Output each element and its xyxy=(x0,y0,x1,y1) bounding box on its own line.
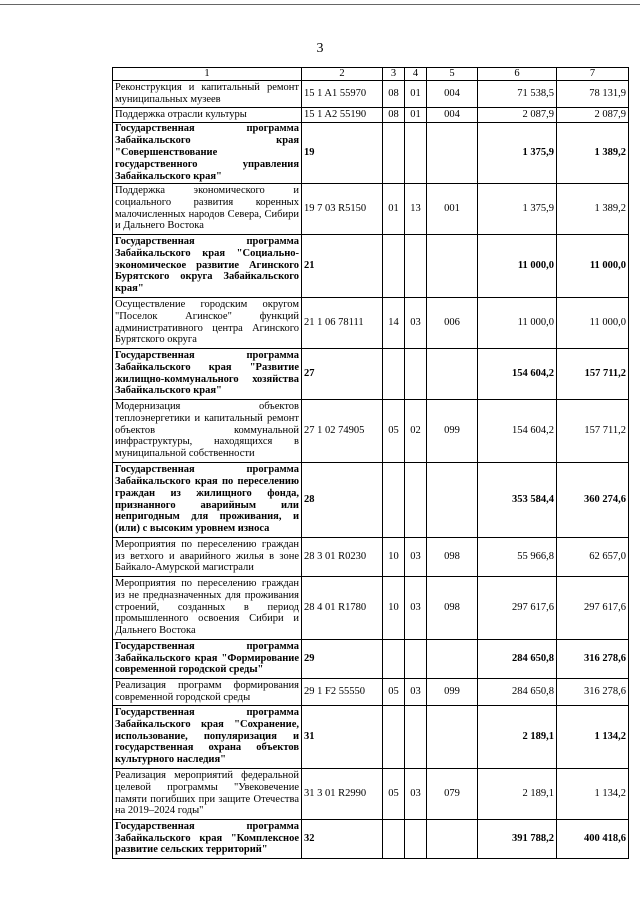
program-row xyxy=(113,639,629,678)
table-row xyxy=(113,576,629,639)
row-amount-1-cell: 1 375,9 xyxy=(478,123,557,184)
row-amount-1-cell: 11 000,0 xyxy=(478,297,557,348)
row-expense-type-cell xyxy=(427,234,478,297)
program-row xyxy=(113,819,629,858)
row-code-cell: 21 xyxy=(302,234,383,297)
row-amount-2-cell: 1 134,2 xyxy=(557,705,629,768)
row-name-cell: Реализация мероприятий федеральной целевой программы "Увековечение памяти погибших при защите Отечества на 2019–2024 годы" xyxy=(113,768,302,819)
row-expense-type-cell: 098 xyxy=(427,576,478,639)
row-section-cell xyxy=(383,639,405,678)
table-row xyxy=(113,81,629,108)
row-section-cell: 08 xyxy=(383,81,405,108)
row-code-cell: 19 7 03 R5150 xyxy=(302,183,383,234)
header-cell: 3 xyxy=(383,68,405,81)
row-amount-2-cell: 360 274,6 xyxy=(557,462,629,537)
row-name-cell: Государственная программа Забайкальского края "Развитие жилищно-коммунального хозяйства Забайкальского края" xyxy=(113,348,302,399)
row-name-cell: Государственная программа Забайкальского края "Комплексное развитие сельских территорий" xyxy=(113,819,302,858)
header-cell: 6 xyxy=(478,68,557,81)
row-section-cell xyxy=(383,819,405,858)
row-name-cell: Мероприятия по переселению граждан из ветхого и аварийного жилья в зоне Байкало-Амурской магистрали xyxy=(113,537,302,576)
row-expense-type-cell: 079 xyxy=(427,768,478,819)
row-section-cell xyxy=(383,462,405,537)
row-amount-1-cell: 11 000,0 xyxy=(478,234,557,297)
row-name-cell: Реализация программ формирования современной городской среды xyxy=(113,678,302,705)
program-row xyxy=(113,705,629,768)
row-amount-1-cell: 353 584,4 xyxy=(478,462,557,537)
row-subsection-cell xyxy=(405,123,427,184)
row-expense-type-cell xyxy=(427,639,478,678)
row-amount-2-cell: 157 711,2 xyxy=(557,348,629,399)
table-row xyxy=(113,768,629,819)
row-amount-2-cell: 62 657,0 xyxy=(557,537,629,576)
row-amount-1-cell: 391 788,2 xyxy=(478,819,557,858)
row-name-cell: Государственная программа Забайкальского края "Сохранение, использование, популяризация и государственная охрана объектов культурного наследия" xyxy=(113,705,302,768)
row-subsection-cell: 01 xyxy=(405,108,427,123)
row-section-cell xyxy=(383,705,405,768)
row-amount-2-cell: 1 389,2 xyxy=(557,183,629,234)
row-subsection-cell: 13 xyxy=(405,183,427,234)
row-name-cell: Поддержка отрасли культуры xyxy=(113,108,302,123)
row-subsection-cell xyxy=(405,462,427,537)
row-amount-2-cell: 1 134,2 xyxy=(557,768,629,819)
row-expense-type-cell: 099 xyxy=(427,399,478,462)
table-header-row xyxy=(113,68,629,81)
table-row xyxy=(113,108,629,123)
row-code-cell: 29 xyxy=(302,639,383,678)
row-section-cell: 08 xyxy=(383,108,405,123)
page-number: 3 xyxy=(316,41,324,56)
row-section-cell: 10 xyxy=(383,537,405,576)
row-section-cell: 10 xyxy=(383,576,405,639)
table-row xyxy=(113,399,629,462)
row-amount-2-cell: 78 131,9 xyxy=(557,81,629,108)
row-amount-1-cell: 1 375,9 xyxy=(478,183,557,234)
row-code-cell: 15 1 A2 55190 xyxy=(302,108,383,123)
row-subsection-cell xyxy=(405,639,427,678)
row-subsection-cell: 03 xyxy=(405,576,427,639)
row-expense-type-cell: 006 xyxy=(427,297,478,348)
row-code-cell: 31 3 01 R2990 xyxy=(302,768,383,819)
row-amount-1-cell: 71 538,5 xyxy=(478,81,557,108)
row-code-cell: 31 xyxy=(302,705,383,768)
row-amount-1-cell: 284 650,8 xyxy=(478,639,557,678)
row-amount-1-cell: 2 189,1 xyxy=(478,705,557,768)
row-name-cell: Государственная программа Забайкальского края "Социально-экономическое развитие Агинского Бурятского округа Забайкальского края" xyxy=(113,234,302,297)
row-name-cell: Поддержка экономического и социального развития коренных малочисленных народов Севера, Сибири и Дальнего Востока xyxy=(113,183,302,234)
row-expense-type-cell xyxy=(427,462,478,537)
row-expense-type-cell: 004 xyxy=(427,108,478,123)
header-cell: 7 xyxy=(557,68,629,81)
row-name-cell: Государственная программа Забайкальского края "Формирование современной городской среды" xyxy=(113,639,302,678)
row-expense-type-cell: 004 xyxy=(427,81,478,108)
table-row xyxy=(113,537,629,576)
row-subsection-cell: 03 xyxy=(405,297,427,348)
program-row xyxy=(113,348,629,399)
row-name-cell: Государственная программа Забайкальского края "Совершенствование государственного управления Забайкальского края" xyxy=(113,123,302,184)
row-amount-1-cell: 2 189,1 xyxy=(478,768,557,819)
row-subsection-cell: 03 xyxy=(405,768,427,819)
row-expense-type-cell: 001 xyxy=(427,183,478,234)
row-expense-type-cell: 098 xyxy=(427,537,478,576)
row-amount-1-cell: 55 966,8 xyxy=(478,537,557,576)
row-amount-2-cell: 2 087,9 xyxy=(557,108,629,123)
row-name-cell: Модернизация объектов теплоэнергетики и капитальный ремонт объектов коммунальной инфраструктуры, находящихся в муниципальной собственности xyxy=(113,399,302,462)
budget-table xyxy=(112,67,629,859)
row-code-cell: 32 xyxy=(302,819,383,858)
row-code-cell: 15 1 A1 55970 xyxy=(302,81,383,108)
row-amount-2-cell: 316 278,6 xyxy=(557,678,629,705)
row-name-cell: Мероприятия по переселению граждан из не предназначенных для проживания строений, созданных в период промышленного освоения Сибири и Дальнего Востока xyxy=(113,576,302,639)
row-amount-2-cell: 400 418,6 xyxy=(557,819,629,858)
row-section-cell: 05 xyxy=(383,768,405,819)
row-code-cell: 27 xyxy=(302,348,383,399)
row-amount-2-cell: 1 389,2 xyxy=(557,123,629,184)
row-amount-1-cell: 154 604,2 xyxy=(478,348,557,399)
row-expense-type-cell xyxy=(427,819,478,858)
row-subsection-cell: 03 xyxy=(405,678,427,705)
row-subsection-cell xyxy=(405,348,427,399)
row-subsection-cell xyxy=(405,234,427,297)
row-amount-1-cell: 154 604,2 xyxy=(478,399,557,462)
row-section-cell xyxy=(383,348,405,399)
program-row xyxy=(113,123,629,184)
row-subsection-cell: 01 xyxy=(405,81,427,108)
row-code-cell: 19 xyxy=(302,123,383,184)
row-amount-1-cell: 284 650,8 xyxy=(478,678,557,705)
row-code-cell: 28 xyxy=(302,462,383,537)
row-subsection-cell: 03 xyxy=(405,537,427,576)
row-amount-1-cell: 297 617,6 xyxy=(478,576,557,639)
header-cell: 2 xyxy=(302,68,383,81)
program-row xyxy=(113,234,629,297)
table-row xyxy=(113,183,629,234)
header-cell: 1 xyxy=(113,68,302,81)
row-code-cell: 29 1 F2 55550 xyxy=(302,678,383,705)
row-section-cell: 05 xyxy=(383,678,405,705)
table-row xyxy=(113,678,629,705)
program-row xyxy=(113,462,629,537)
row-expense-type-cell xyxy=(427,348,478,399)
row-section-cell: 01 xyxy=(383,183,405,234)
row-subsection-cell xyxy=(405,705,427,768)
row-expense-type-cell xyxy=(427,123,478,184)
row-amount-2-cell: 11 000,0 xyxy=(557,297,629,348)
row-name-cell: Реконструкция и капитальный ремонт муниципальных музеев xyxy=(113,81,302,108)
top-border-line xyxy=(0,4,640,5)
row-code-cell: 27 1 02 74905 xyxy=(302,399,383,462)
row-amount-2-cell: 157 711,2 xyxy=(557,399,629,462)
row-section-cell: 14 xyxy=(383,297,405,348)
row-amount-2-cell: 11 000,0 xyxy=(557,234,629,297)
row-amount-2-cell: 316 278,6 xyxy=(557,639,629,678)
header-cell: 5 xyxy=(427,68,478,81)
header-cell: 4 xyxy=(405,68,427,81)
row-section-cell: 05 xyxy=(383,399,405,462)
row-name-cell: Осуществление городским округом "Поселок Агинское" функций административного центра Агинского Бурятского округа xyxy=(113,297,302,348)
row-code-cell: 28 3 01 R0230 xyxy=(302,537,383,576)
row-amount-1-cell: 2 087,9 xyxy=(478,108,557,123)
row-code-cell: 28 4 01 R1780 xyxy=(302,576,383,639)
table-row xyxy=(113,297,629,348)
row-section-cell xyxy=(383,123,405,184)
table-body xyxy=(113,68,629,859)
row-subsection-cell: 02 xyxy=(405,399,427,462)
row-subsection-cell xyxy=(405,819,427,858)
row-section-cell xyxy=(383,234,405,297)
row-expense-type-cell: 099 xyxy=(427,678,478,705)
row-name-cell: Государственная программа Забайкальского края по переселению граждан из жилищного фонда, признанного аварийным или непригодным для проживания, и (или) с высоким уровнем износа xyxy=(113,462,302,537)
row-code-cell: 21 1 06 78111 xyxy=(302,297,383,348)
row-amount-2-cell: 297 617,6 xyxy=(557,576,629,639)
row-expense-type-cell xyxy=(427,705,478,768)
